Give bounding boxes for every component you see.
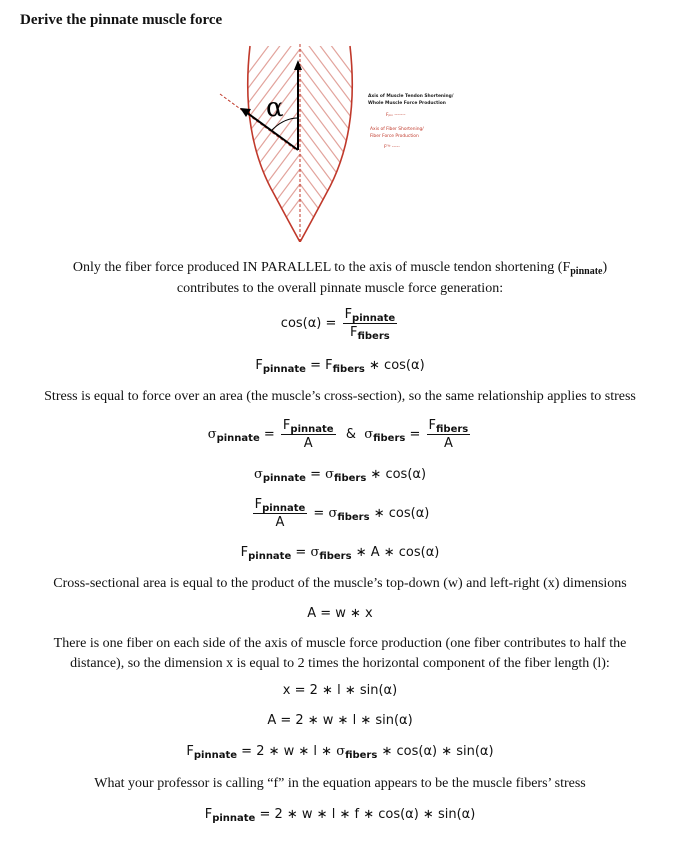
- eq-sigma: σ: [310, 545, 320, 560]
- eq-sub-fibers: fibers: [319, 551, 352, 562]
- left-fiber-lines: [240, 44, 300, 242]
- equation-area: A = w ∗ x: [307, 606, 373, 621]
- eq-ampersand: &: [345, 427, 356, 442]
- eq-sigma: σ: [336, 744, 346, 759]
- eq-sub-pinnate: pinnate: [262, 364, 306, 375]
- equation-stress-definitions: [0, 418, 680, 451]
- eq-times-cos: ∗ cos(α): [370, 467, 427, 482]
- eq-A: A: [443, 436, 453, 451]
- eq-F: F: [255, 358, 263, 373]
- eq-sub-pinnate: pinnate: [262, 503, 306, 514]
- eq-F: F: [186, 744, 194, 759]
- eq-sub-fibers: fibers: [337, 512, 370, 523]
- eq-F: F: [325, 358, 333, 373]
- eq-F: F: [282, 418, 291, 433]
- p1-subscript: pinnate: [570, 266, 603, 277]
- equation-force-area-cos: [0, 545, 680, 560]
- eq-equals: =: [295, 545, 307, 560]
- eq-equals: =: [310, 467, 322, 482]
- eq-F: F: [350, 325, 358, 340]
- eq-equals: =: [310, 358, 322, 373]
- legend-fpin: Fₚᵢₙ -------: [386, 113, 406, 118]
- eq-equals: =: [409, 427, 421, 442]
- eq-sub-fibers: fibers: [332, 364, 365, 375]
- eq-times-cos: ∗ cos(α): [373, 506, 430, 521]
- equation-area-expanded: A = 2 ∗ w ∗ l ∗ sin(α): [267, 713, 413, 728]
- fraction-fibers-area: [427, 418, 471, 451]
- eq-cos-lhs: cos(α) =: [280, 316, 337, 331]
- eq-sub-fibers: fibers: [373, 433, 406, 444]
- fraction-cos: [343, 307, 398, 340]
- eq-F: F: [254, 497, 263, 512]
- pinnate-muscle-diagram: [200, 44, 500, 242]
- equation-sigma-relation: [0, 467, 680, 482]
- p1-tail: ): [602, 260, 608, 275]
- eq-F: F: [428, 418, 437, 433]
- eq-equals: =: [263, 427, 275, 442]
- eq-A: A: [303, 436, 313, 451]
- eq-sub-pinnate: pinnate: [248, 551, 292, 562]
- p1-text: Only the fiber force produced IN PARALLEL to the axis of muscle tendon shortening (F: [72, 260, 571, 275]
- eq-sigma: σ: [328, 506, 338, 521]
- fraction-pinnate-area: [281, 418, 336, 451]
- paragraph-fiber-dimension: [0, 634, 680, 674]
- eq-sub-fibers: fibers: [436, 424, 469, 435]
- equation-fpinnate-ffibers: [0, 358, 680, 373]
- equation-cos: [0, 307, 680, 340]
- eq-sub-pinnate: pinnate: [193, 750, 238, 761]
- eq-sub-fibers: fibers: [357, 331, 390, 342]
- p1-line2: contributes to the overall pinnate muscle force generation:: [176, 281, 504, 296]
- legend-tendon-axis-2: Whole Muscle Force Production: [368, 101, 446, 106]
- professor-sentence: What your professor is calling “f” in the equation appears to be the muscle fibers’ stress: [94, 776, 586, 791]
- paragraph-parallel-force: [0, 258, 680, 299]
- eq-A: A: [275, 515, 285, 530]
- right-fiber-lines: [300, 44, 360, 242]
- equation-force-over-area: [0, 497, 680, 530]
- eq-F: F: [240, 545, 249, 560]
- alpha-label: α: [266, 93, 284, 123]
- eq-fp-post: ∗ cos(α) ∗ sin(α): [381, 744, 494, 759]
- legend-fiber-axis-2: Fiber Force Production: [370, 134, 419, 139]
- fraction-force-area: [253, 497, 308, 530]
- legend-ffib: Fᶠⁱᵇ -----: [384, 145, 400, 150]
- eq-F: F: [204, 807, 213, 822]
- equation-x: x = 2 ∗ l ∗ sin(α): [282, 683, 398, 698]
- page-title: Derive the pinnate muscle force: [20, 12, 223, 28]
- eq-sigma: σ: [364, 427, 374, 442]
- legend-fiber-axis: Axis of Fiber Shortening/: [370, 127, 424, 132]
- eq-sub-pinnate: pinnate: [216, 433, 260, 444]
- eq-sub-pinnate: pinnate: [290, 424, 334, 435]
- eq-sigma: σ: [207, 427, 217, 442]
- eq-equals: =: [313, 506, 325, 521]
- eq-sub-fibers: fibers: [334, 473, 367, 484]
- equation-fpinnate-sigma: [0, 744, 680, 759]
- area-sentence: Cross-sectional area is equal to the product of the muscle’s top-down (w) and left-right (x) dimensions: [53, 576, 627, 591]
- eq-sub-fibers: fibers: [345, 750, 378, 761]
- eq-sub-pinnate: pinnate: [352, 313, 396, 324]
- eq-rhs: ∗ cos(α): [369, 358, 425, 373]
- fiber-line2: distance), so the dimension x is equal to 2 times the horizontal component of the fiber length (l):: [70, 656, 610, 671]
- legend-tendon-axis: Axis of Muscle Tendon Shortening/: [368, 94, 454, 99]
- eq-sub-pinnate: pinnate: [262, 473, 306, 484]
- eq-F: F: [344, 307, 353, 322]
- eq-times-a-cos: ∗ A ∗ cos(α): [355, 545, 440, 560]
- eq-sub-pinnate: pinnate: [212, 813, 256, 824]
- eq-sigma: σ: [325, 467, 335, 482]
- stress-sentence: Stress is equal to force over an area (the muscle’s cross-section), so the same relationship applies to stress: [44, 389, 636, 404]
- eq-fp-pre: = 2 ∗ w ∗ l ∗: [241, 744, 333, 759]
- eq-final-rhs: = 2 ∗ w ∗ l ∗ f ∗ cos(α) ∗ sin(α): [259, 807, 476, 822]
- fiber-line1: There is one fiber on each side of the axis of muscle force production (one fiber contributes to half the: [53, 636, 627, 651]
- eq-sigma: σ: [253, 467, 263, 482]
- equation-final: [0, 807, 680, 822]
